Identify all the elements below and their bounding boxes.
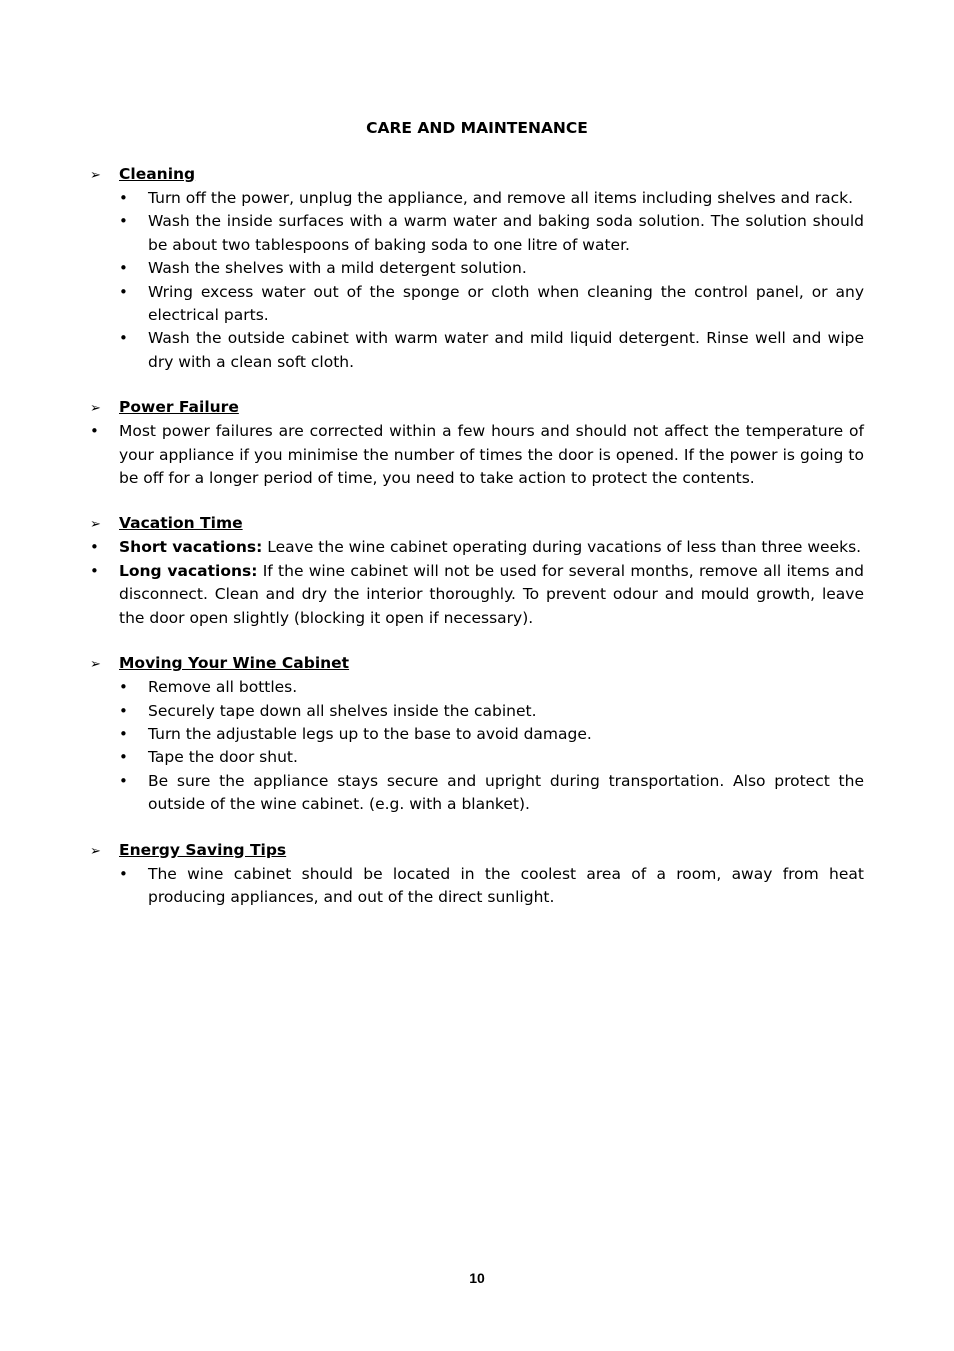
page-title: CARE AND MAINTENANCE: [366, 119, 588, 137]
heading-moving: Moving Your Wine Cabinet: [119, 654, 350, 673]
section-heading: [90, 839, 864, 863]
section-moving: [90, 652, 864, 816]
list-item: • Wash the shelves with a mild detergent solution.: [119, 257, 864, 280]
arrow-bullet-icon: ➢: [90, 168, 101, 183]
cleaning-list: [119, 187, 864, 374]
energy-list: [119, 863, 864, 910]
bullet-icon: •: [119, 748, 128, 767]
bullet-icon: •: [119, 259, 128, 278]
section-heading: [90, 652, 864, 676]
heading-energy: Energy Saving Tips: [119, 840, 287, 859]
section-heading: [90, 163, 864, 187]
section-vacation-time: [90, 512, 864, 630]
section-heading: [90, 396, 864, 420]
bullet-icon: •: [119, 282, 128, 301]
bullet-icon: •: [119, 864, 128, 883]
bullet-icon: •: [119, 724, 128, 743]
bullet-icon: •: [90, 538, 99, 557]
list-item: • Securely tape down all shelves inside the cabinet.: [119, 700, 864, 723]
heading-vacation-time: Vacation Time: [119, 514, 243, 533]
arrow-bullet-icon: ➢: [90, 843, 101, 859]
page-number: 10: [469, 1270, 485, 1286]
item-text: Leave the wine cabinet operating during vacations of less than three weeks.: [262, 538, 862, 557]
list-item: • Turn the adjustable legs up to the base to avoid damage.: [119, 723, 864, 746]
item-lead: Long vacations:: [119, 561, 258, 580]
bullet-icon: •: [119, 701, 128, 720]
heading-power-failure: Power Failure: [119, 398, 239, 417]
arrow-bullet-icon: ➢: [90, 517, 101, 533]
power-failure-list: [90, 420, 864, 490]
list-item: • Wring excess water out of the sponge or cloth when cleaning the control panel, or any electrical parts.: [119, 282, 864, 325]
section-heading: [90, 512, 864, 536]
section-power-failure: [90, 396, 864, 490]
heading-cleaning: Cleaning: [119, 165, 196, 183]
item-lead: Short vacations:: [119, 538, 263, 557]
list-item: • Be sure the appliance stays secure and upright during transportation. Also protect the outside of the wine cabinet. (e.g. with a blanket).: [119, 771, 864, 814]
list-item: • The wine cabinet should be located in the coolest area of a room, away from heat producing appliances, and out of the direct sunlight.: [119, 864, 864, 906]
moving-list: [119, 676, 864, 816]
arrow-bullet-icon: ➢: [90, 401, 101, 417]
bullet-icon: •: [119, 212, 128, 231]
arrow-bullet-icon: ➢: [90, 657, 101, 673]
list-item: • Most power failures are corrected within a few hours and should not affect the temperature of your appliance if you minimise the number of times the door is opened. If the power is going to be off for a longer period of time, you need to take action to protect the contents.: [90, 422, 864, 488]
page-content: [90, 163, 864, 931]
list-item: • Wash the outside cabinet with warm water and mild liquid detergent. Rinse well and wipe dry with a clean soft cloth.: [119, 329, 864, 371]
bullet-icon: •: [119, 189, 128, 207]
item-text: If the wine cabinet will not be used for several months, remove all items and disconnect. Clean and dry the interior thoroughly. To prevent odour and mould growth, leave the door open slightly (blocking it open if necessary).: [119, 561, 865, 627]
list-item: • Tape the door shut.: [119, 746, 864, 769]
list-item: [90, 560, 864, 630]
section-cleaning: [90, 163, 864, 374]
list-item: • Wash the inside surfaces with a warm water and baking soda solution. The solution should be about two tablespoons of baking soda to one litre of water.: [119, 212, 864, 254]
bullet-icon: •: [90, 422, 99, 441]
list-item: • Remove all bottles.: [119, 676, 864, 699]
bullet-icon: •: [119, 771, 128, 790]
section-energy: [90, 839, 864, 910]
vacation-list: [90, 536, 864, 630]
bullet-icon: •: [90, 561, 99, 580]
list-item: [90, 536, 864, 559]
bullet-icon: •: [119, 329, 128, 348]
list-item: • Turn off the power, unplug the appliance, and remove all items including shelves and rack.: [119, 187, 864, 210]
bullet-icon: •: [119, 678, 128, 697]
